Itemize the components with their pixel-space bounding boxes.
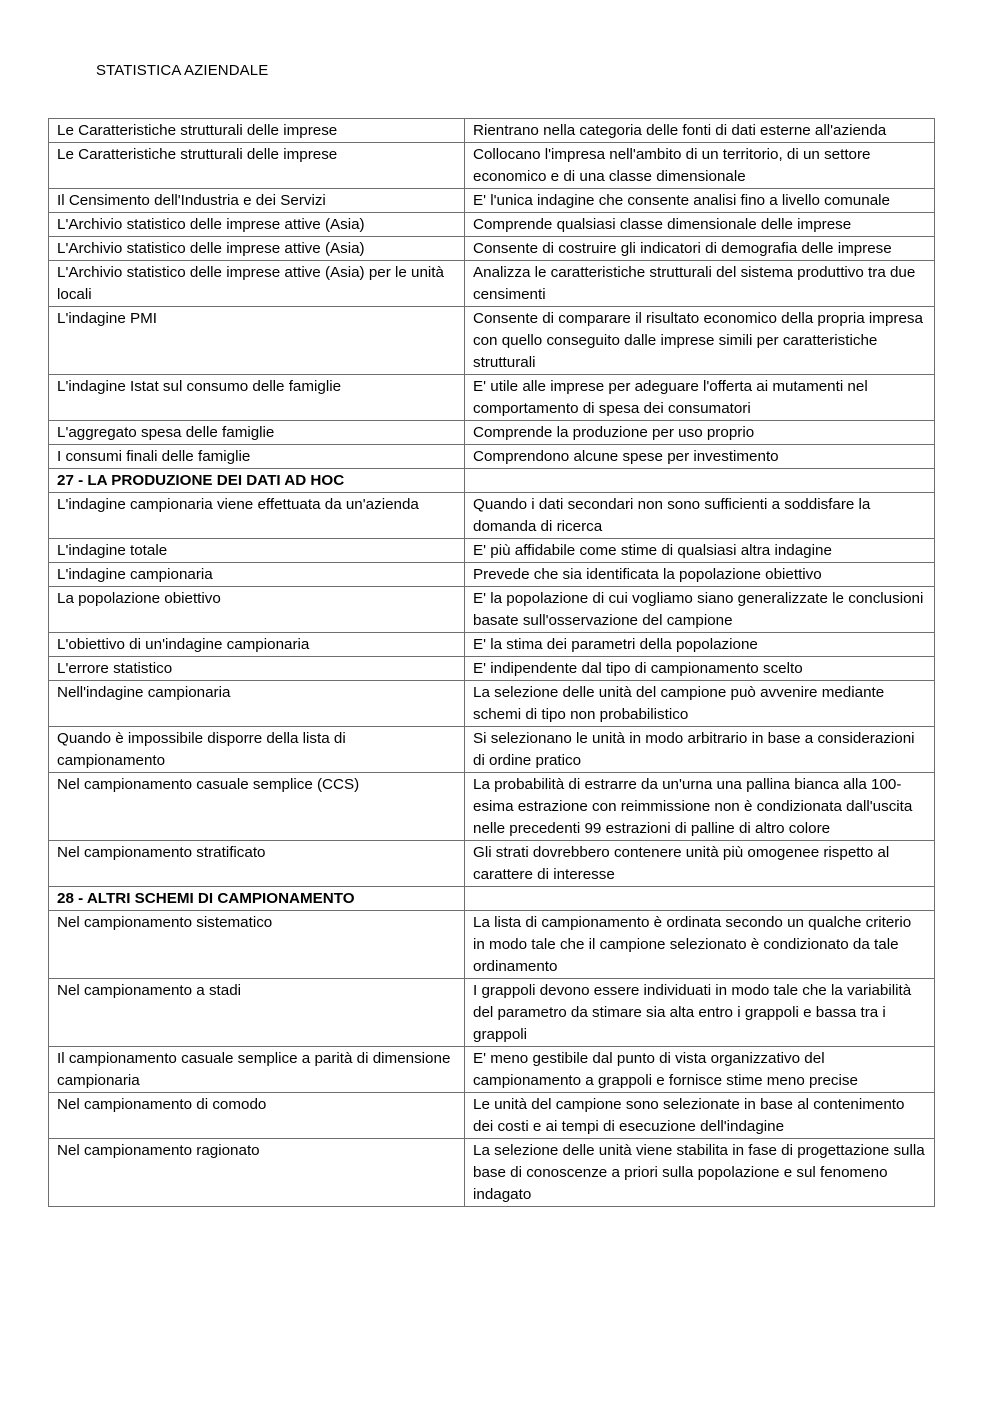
answer-cell: La selezione delle unità viene stabilita in fase di progettazione sulla base di conoscenze a priori sulla popolazione e sul fenomeno indagato [465, 1139, 935, 1207]
statement-cell: L'Archivio statistico delle imprese attive (Asia) [49, 213, 465, 237]
statement-cell: L'Archivio statistico delle imprese attive (Asia) per le unità locali [49, 261, 465, 307]
answer-cell: Consente di costruire gli indicatori di demografia delle imprese [465, 237, 935, 261]
statement-cell: L'Archivio statistico delle imprese attive (Asia) [49, 237, 465, 261]
statement-cell: L'indagine campionaria [49, 563, 465, 587]
statement-cell: Nel campionamento casuale semplice (CCS) [49, 773, 465, 841]
answer-cell: La selezione delle unità del campione può avvenire mediante schemi di tipo non probabilistico [465, 681, 935, 727]
statement-cell: La popolazione obiettivo [49, 587, 465, 633]
answer-cell: Comprende qualsiasi classe dimensionale delle imprese [465, 213, 935, 237]
statement-cell: L'obiettivo di un'indagine campionaria [49, 633, 465, 657]
answer-cell: I grappoli devono essere individuati in modo tale che la variabilità del parametro da stimare sia alta entro i grappoli e bassa tra i grappoli [465, 979, 935, 1047]
table-row [49, 143, 935, 189]
table-row [49, 1047, 935, 1093]
table-row [49, 119, 935, 143]
table-row [49, 1139, 935, 1207]
statement-cell: L'indagine Istat sul consumo delle famiglie [49, 375, 465, 421]
statement-cell: L'indagine campionaria viene effettuata da un'azienda [49, 493, 465, 539]
answer-cell: Collocano l'impresa nell'ambito di un territorio, di un settore economico e di una classe dimensionale [465, 143, 935, 189]
answer-cell: Comprende la produzione per uso proprio [465, 421, 935, 445]
answer-cell: E' più affidabile come stime di qualsiasi altra indagine [465, 539, 935, 563]
answer-cell: E' la popolazione di cui vogliamo siano generalizzate le conclusioni basate sull'osservazione del campione [465, 587, 935, 633]
table-row [49, 587, 935, 633]
section-title: 27 - LA PRODUZIONE DEI DATI AD HOC [49, 469, 465, 493]
statement-cell: Nel campionamento a stadi [49, 979, 465, 1047]
answer-cell: Quando i dati secondari non sono sufficienti a soddisfare la domanda di ricerca [465, 493, 935, 539]
statement-cell: L'aggregato spesa delle famiglie [49, 421, 465, 445]
statement-cell: I consumi finali delle famiglie [49, 445, 465, 469]
statement-cell: Il Censimento dell'Industria e dei Servizi [49, 189, 465, 213]
table-row [49, 773, 935, 841]
statement-cell: Quando è impossibile disporre della lista di campionamento [49, 727, 465, 773]
statement-cell: Il campionamento casuale semplice a parità di dimensione campionaria [49, 1047, 465, 1093]
answer-cell: Analizza le caratteristiche strutturali del sistema produttivo tra due censimenti [465, 261, 935, 307]
statement-cell: Nel campionamento ragionato [49, 1139, 465, 1207]
table-row [49, 375, 935, 421]
answer-cell: E' la stima dei parametri della popolazione [465, 633, 935, 657]
section-header-row [49, 887, 935, 911]
table-row [49, 445, 935, 469]
table-row [49, 307, 935, 375]
qa-table [48, 118, 935, 1207]
answer-cell: Rientrano nella categoria delle fonti di dati esterne all'azienda [465, 119, 935, 143]
table-row [49, 493, 935, 539]
table-row [49, 213, 935, 237]
answer-cell: La lista di campionamento è ordinata secondo un qualche criterio in modo tale che il campione selezionato è condizionato da tale ordinamento [465, 911, 935, 979]
table-row [49, 421, 935, 445]
answer-cell: La probabilità di estrarre da un'urna una pallina bianca alla 100-esima estrazione con reimmissione non è condizionata dall'uscita nelle precedenti 99 estrazioni di palline di altro colore [465, 773, 935, 841]
table-row [49, 979, 935, 1047]
section-header-row [49, 469, 935, 493]
section-title: 28 - ALTRI SCHEMI DI CAMPIONAMENTO [49, 887, 465, 911]
answer-cell: E' indipendente dal tipo di campionamento scelto [465, 657, 935, 681]
answer-cell: Consente di comparare il risultato economico della propria impresa con quello conseguito dalle imprese simili per caratteristiche strutturali [465, 307, 935, 375]
table-row [49, 681, 935, 727]
statement-cell: Nel campionamento sistematico [49, 911, 465, 979]
qa-table-body [49, 119, 935, 1207]
answer-cell [465, 887, 935, 911]
answer-cell: E' utile alle imprese per adeguare l'offerta ai mutamenti nel comportamento di spesa dei consumatori [465, 375, 935, 421]
statement-cell: L'indagine PMI [49, 307, 465, 375]
statement-cell: L'indagine totale [49, 539, 465, 563]
statement-cell: Nell'indagine campionaria [49, 681, 465, 727]
table-row [49, 633, 935, 657]
answer-cell: E' meno gestibile dal punto di vista organizzativo del campionamento a grappoli e fornisce stime meno precise [465, 1047, 935, 1093]
table-row [49, 237, 935, 261]
table-row [49, 657, 935, 681]
table-row [49, 911, 935, 979]
answer-cell: Si selezionano le unità in modo arbitrario in base a considerazioni di ordine pratico [465, 727, 935, 773]
table-row [49, 1093, 935, 1139]
answer-cell [465, 469, 935, 493]
table-row [49, 563, 935, 587]
answer-cell: Le unità del campione sono selezionate in base al contenimento dei costi e ai tempi di esecuzione dell'indagine [465, 1093, 935, 1139]
statement-cell: Nel campionamento di comodo [49, 1093, 465, 1139]
statement-cell: L'errore statistico [49, 657, 465, 681]
document-title: STATISTICA AZIENDALE [96, 62, 269, 79]
table-row [49, 727, 935, 773]
answer-cell: Gli strati dovrebbero contenere unità più omogenee rispetto al carattere di interesse [465, 841, 935, 887]
answer-cell: E' l'unica indagine che consente analisi fino a livello comunale [465, 189, 935, 213]
statement-cell: Nel campionamento stratificato [49, 841, 465, 887]
table-row [49, 539, 935, 563]
statement-cell: Le Caratteristiche strutturali delle imprese [49, 143, 465, 189]
answer-cell: Prevede che sia identificata la popolazione obiettivo [465, 563, 935, 587]
table-row [49, 841, 935, 887]
table-row [49, 261, 935, 307]
table-row [49, 189, 935, 213]
answer-cell: Comprendono alcune spese per investimento [465, 445, 935, 469]
statement-cell: Le Caratteristiche strutturali delle imprese [49, 119, 465, 143]
